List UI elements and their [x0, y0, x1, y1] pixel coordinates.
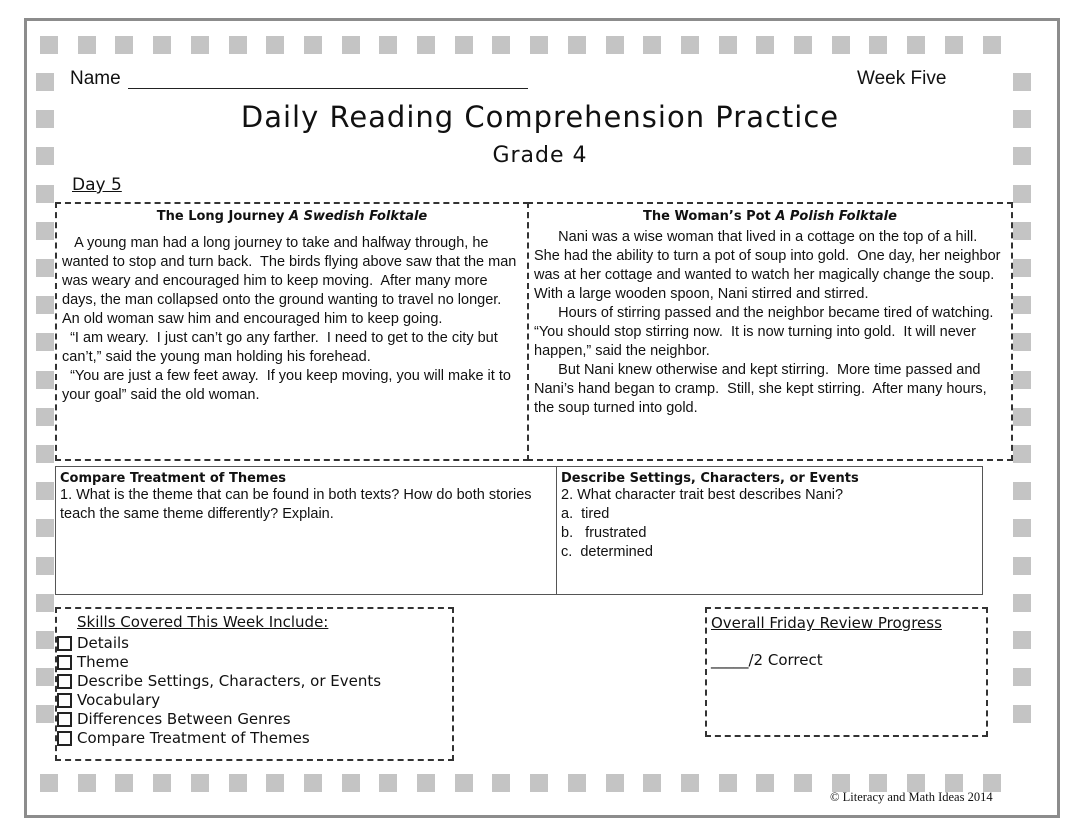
answer-option-c[interactable]: c. determined [561, 544, 653, 560]
border-square [36, 445, 54, 463]
skill-label: Differences Between Genres [77, 710, 291, 728]
border-square [1013, 296, 1031, 314]
border-square [681, 36, 699, 54]
border-square [606, 36, 624, 54]
question-2-box [556, 466, 983, 595]
border-square [153, 36, 171, 54]
week-label: Week Five [857, 68, 947, 89]
border-square [983, 36, 1001, 54]
border-square [606, 774, 624, 792]
border-square [36, 408, 54, 426]
skill-label: Details [77, 634, 130, 652]
skill-label: Vocabulary [77, 691, 161, 709]
border-square [417, 774, 435, 792]
border-square [417, 36, 435, 54]
border-square [1013, 519, 1031, 537]
border-square [36, 631, 54, 649]
border-square [266, 774, 284, 792]
border-square [1013, 259, 1031, 277]
checkbox[interactable] [57, 693, 72, 708]
border-square [455, 774, 473, 792]
border-square [681, 774, 699, 792]
checkbox[interactable] [57, 655, 72, 670]
passage-womans-pot [527, 202, 1013, 461]
border-square [1013, 333, 1031, 351]
border-square [304, 36, 322, 54]
border-square [1013, 482, 1031, 500]
passage-title-text: The Woman’s Pot [643, 209, 771, 224]
border-square [568, 774, 586, 792]
border-square [1013, 631, 1031, 649]
skills-title: Skills Covered This Week Include: [77, 613, 329, 631]
border-square [115, 774, 133, 792]
border-square [1013, 445, 1031, 463]
day-label: Day 5 [72, 175, 122, 195]
border-square [492, 774, 510, 792]
copyright: © Literacy and Math Ideas 2014 [830, 790, 993, 804]
review-title: Overall Friday Review Progress [711, 614, 942, 632]
border-square [40, 774, 58, 792]
border-square [719, 774, 737, 792]
skill-label: Compare Treatment of Themes [77, 729, 310, 747]
border-square [36, 705, 54, 723]
passage-title [62, 209, 522, 224]
border-square [36, 73, 54, 91]
border-square [643, 36, 661, 54]
border-square [342, 774, 360, 792]
border-square [832, 36, 850, 54]
border-square [907, 36, 925, 54]
border-square [1013, 668, 1031, 686]
border-square [78, 36, 96, 54]
border-square [1013, 557, 1031, 575]
border-square [379, 36, 397, 54]
border-square [379, 774, 397, 792]
border-square [40, 36, 58, 54]
passage-subtitle: A Swedish Folktale [289, 209, 428, 224]
border-square [1013, 408, 1031, 426]
border-square [342, 36, 360, 54]
border-square [36, 594, 54, 612]
border-square [1013, 594, 1031, 612]
border-square [756, 36, 774, 54]
border-square [36, 482, 54, 500]
border-square [78, 774, 96, 792]
question-title: Compare Treatment of Themes [60, 471, 287, 486]
checkbox[interactable] [57, 731, 72, 746]
border-square [794, 774, 812, 792]
border-square [1013, 185, 1031, 203]
paragraph: “I am weary. I just can’t go any farther. I need to get to the city but can’t,” said the young man holding his forehead. [62, 330, 502, 365]
border-square [643, 774, 661, 792]
page-title: Daily Reading Comprehension Practice [240, 100, 840, 134]
border-square [115, 36, 133, 54]
border-square [1013, 705, 1031, 723]
checkbox[interactable] [57, 712, 72, 727]
border-square [530, 36, 548, 54]
border-square [568, 36, 586, 54]
passage-subtitle: A Polish Folktale [775, 209, 897, 224]
border-square [719, 36, 737, 54]
paragraph: But Nani knew otherwise and kept stirring. More time passed and Nani’s hand began to cramp. Still, she kept stirring. After many hours, the soup turned into gold. [534, 362, 991, 416]
paragraph: Hours of stirring passed and the neighbor became tired of watching. “You should stop stirring now. It is now turning into gold. It will never happen,” said the neighbor. [534, 305, 1002, 359]
question-title: Describe Settings, Characters, or Events [561, 471, 859, 486]
border-square [794, 36, 812, 54]
border-square [36, 296, 54, 314]
question-text [561, 486, 978, 562]
name-field-line[interactable] [128, 88, 528, 89]
border-square [36, 185, 54, 203]
skill-label: Theme [77, 653, 129, 671]
border-square [191, 774, 209, 792]
border-square [36, 668, 54, 686]
border-square [492, 36, 510, 54]
border-square [1013, 222, 1031, 240]
border-square [455, 36, 473, 54]
border-square [869, 36, 887, 54]
border-square [36, 371, 54, 389]
skill-label: Describe Settings, Characters, or Events [77, 672, 382, 690]
review-score[interactable]: _____/2 Correct [711, 651, 823, 669]
passage-title [534, 209, 1006, 224]
paragraph: Nani was a wise woman that lived in a cottage on the top of a hill. She had the ability to turn a pot of soup into gold. One day, her neighbor was at her cottage and wanted to watch her magically change the soup. With a large wooden spoon, Nani stirred and stirred. [534, 229, 1005, 302]
border-square [530, 774, 548, 792]
border-square [266, 36, 284, 54]
answer-option-a[interactable]: a. tired [561, 506, 610, 522]
border-square [36, 519, 54, 537]
question-prompt: 2. What character trait best describes Nani? [561, 487, 844, 503]
border-square [229, 774, 247, 792]
name-label: Name [70, 68, 121, 89]
grade-label: Grade 4 [492, 143, 588, 168]
paragraph: “You are just a few feet away. If you keep moving, you will make it to your goal” said the old woman. [62, 368, 515, 403]
border-square [191, 36, 209, 54]
border-square [756, 774, 774, 792]
paragraph: A young man had a long journey to take and halfway through, he wanted to stop and turn back. The birds flying above saw that the man was weary and encouraged him to keep moving. After many more days, the man collapsed onto the ground wanting to travel no longer. An old woman saw him and encouraged him to keep going. [62, 235, 521, 327]
border-square [945, 36, 963, 54]
border-square [1013, 73, 1031, 91]
border-square [229, 36, 247, 54]
passage-title-text: The Long Journey [156, 209, 285, 224]
border-square [153, 774, 171, 792]
passage-text [62, 234, 522, 405]
border-square [36, 333, 54, 351]
passage-long-journey [55, 202, 529, 461]
question-text: 1. What is the theme that can be found in both texts? How do both stories teach the same theme differently? Explain. [60, 487, 532, 522]
checkbox[interactable] [57, 674, 72, 689]
review-progress-box [705, 607, 988, 737]
border-square [1013, 371, 1031, 389]
answer-option-b[interactable]: b. frustrated [561, 525, 647, 541]
border-square [36, 222, 54, 240]
border-square [36, 557, 54, 575]
border-square [304, 774, 322, 792]
passage-text [534, 228, 1006, 418]
checkbox[interactable] [57, 636, 72, 651]
border-square [36, 259, 54, 277]
skills-box [55, 607, 454, 761]
question-1-box[interactable] [55, 466, 557, 595]
